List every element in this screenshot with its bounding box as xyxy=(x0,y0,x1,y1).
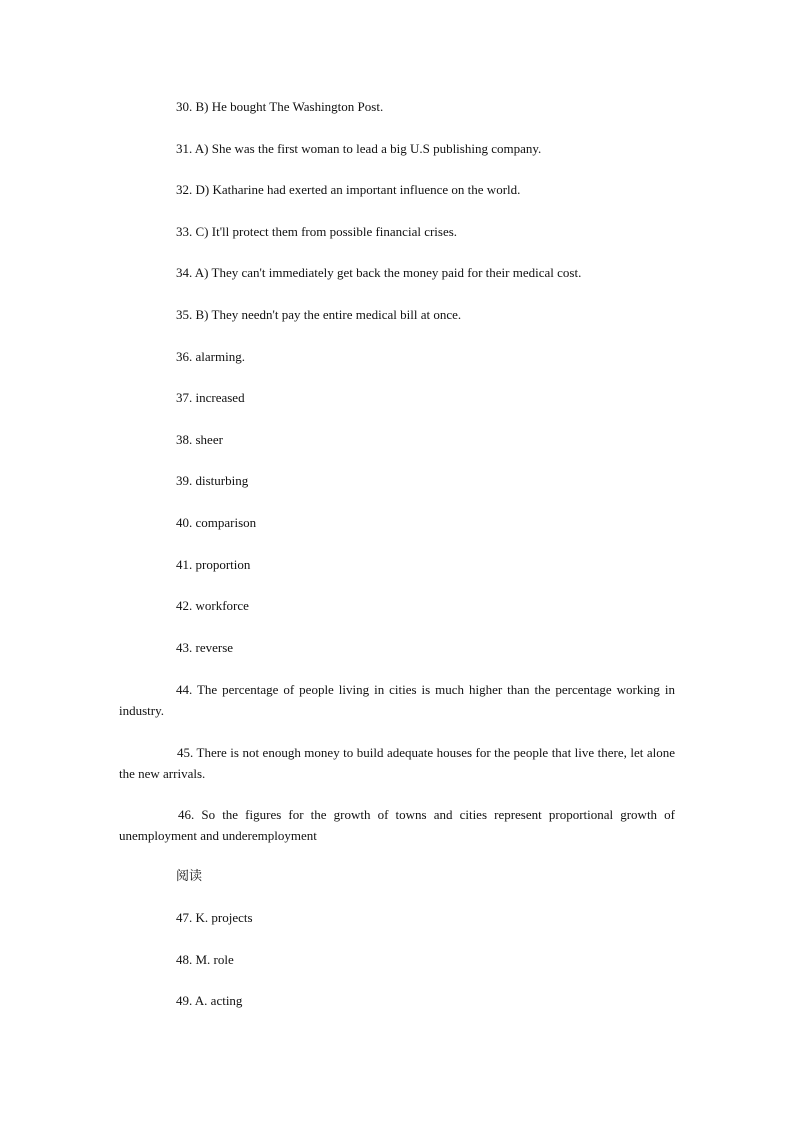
answer-33: 33. C) It'll protect them from possible financial crises. xyxy=(176,224,458,239)
answer-44-paragraph xyxy=(119,679,675,721)
section-heading-reading: 阅读 xyxy=(176,869,203,884)
answer-37: 37. increased xyxy=(176,390,245,405)
answer-39: 39. disturbing xyxy=(176,473,249,488)
answer-49: 49. A. acting xyxy=(176,993,243,1008)
answer-46-paragraph xyxy=(119,804,675,846)
answer-38: 38. sheer xyxy=(176,432,223,447)
answer-31: 31. A) She was the first woman to lead a big U.S publishing company. xyxy=(176,141,542,156)
answer-32: 32. D) Katharine had exerted an important influence on the world. xyxy=(176,182,521,197)
answer-47: 47. K. projects xyxy=(176,910,253,925)
answer-46-text: 46. So the figures for the growth of towns and cities represent proportional growth of unemployment and underemployment xyxy=(119,807,675,843)
answer-40: 40. comparison xyxy=(176,515,257,530)
answer-34: 34. A) They can't immediately get back the money paid for their medical cost. xyxy=(176,265,582,280)
answer-45-text: 45. There is not enough money to build adequate houses for the people that live there, let alone the new arrivals. xyxy=(119,745,675,781)
answer-43: 43. reverse xyxy=(176,640,234,655)
answer-41: 41. proportion xyxy=(176,557,251,572)
answer-35: 35. B) They needn't pay the entire medical bill at once. xyxy=(176,307,462,322)
answer-42: 42. workforce xyxy=(176,598,249,613)
answer-48: 48. M. role xyxy=(176,952,234,967)
answer-30: 30. B) He bought The Washington Post. xyxy=(176,99,384,114)
answer-45-paragraph xyxy=(119,742,675,784)
answer-44-text: 44. The percentage of people living in cities is much higher than the percentage working in industry. xyxy=(119,682,675,718)
answer-36: 36. alarming. xyxy=(176,349,245,364)
